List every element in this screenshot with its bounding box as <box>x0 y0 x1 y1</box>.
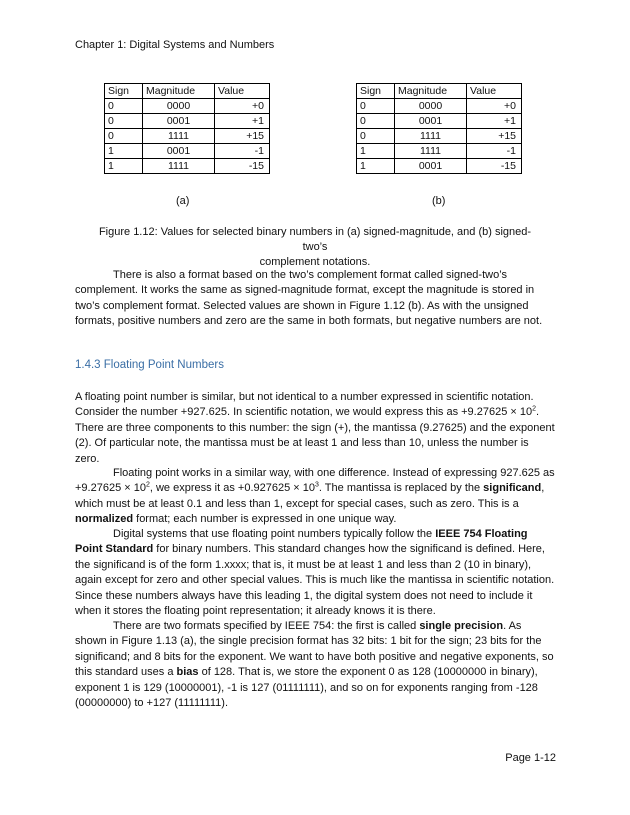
caption-line-2: complement notations. <box>259 256 371 268</box>
table-row <box>357 129 522 144</box>
table-signed-twos-complement <box>356 83 522 174</box>
cell-magnitude: 0001 <box>395 159 467 174</box>
paragraph-single-precision: There are two formats specified by IEEE 754: the first is called single precision. As shown in Figure 1.13 (a), the single precision format has 32 bits: 1 bit for the sign; 23 bits for the significand; and 8 bits for the exponent. We want to have both positive and negative exponents, so this standard uses a bias of 128. That is, we store the exponent 0 as 128 (10000000 in binary), exponent 1 is 129 (10000001), -1 is 127 (01111111), and so on for exponents ranging from -128 (00000000) to +127 (11111111). <box>75 620 554 710</box>
table-header-row <box>357 84 522 99</box>
paragraph-ieee-754: Digital systems that use floating point numbers typically follow the IEEE 754 Floating Point Standard for binary numbers. This standard changes how the significand is defined. Here, the significand is of the form 1.xxxx; that is, it must be at least 1 and less than 2 (10 in binary), again except for zero and other special values. This is much like the mantissa in scientific notation. Since these numbers always have this leading 1, the digital system does not need to include it when it stores the floating point representation; it already knows it is there. <box>75 528 555 618</box>
cell-sign: 1 <box>357 159 395 174</box>
term-normalized: normalized <box>75 513 134 526</box>
cell-value: -15 <box>215 159 270 174</box>
cell-magnitude: 1111 <box>395 129 467 144</box>
header-value: Value <box>215 84 270 99</box>
cell-sign: 1 <box>105 144 143 159</box>
table-row <box>357 114 522 129</box>
cell-sign: 0 <box>105 129 143 144</box>
table-row <box>105 99 270 114</box>
cell-magnitude: 0000 <box>143 99 215 114</box>
chapter-header: Chapter 1: Digital Systems and Numbers <box>75 39 275 51</box>
cell-sign: 1 <box>105 159 143 174</box>
term-single-precision: single precision <box>419 620 504 632</box>
table-row <box>105 129 270 144</box>
cell-magnitude: 0001 <box>395 114 467 129</box>
header-sign: Sign <box>105 84 143 99</box>
cell-value: +15 <box>215 129 270 144</box>
section-heading: 1.4.3 Floating Point Numbers <box>75 359 224 371</box>
figure-caption <box>90 225 540 270</box>
cell-magnitude: 0000 <box>395 99 467 114</box>
cell-value: -1 <box>215 144 270 159</box>
table-header-row <box>105 84 270 99</box>
cell-value: +0 <box>215 99 270 114</box>
cell-sign: 0 <box>357 114 395 129</box>
table-row <box>105 114 270 129</box>
table-row <box>357 144 522 159</box>
subfigure-label-b: (b) <box>432 195 446 207</box>
cell-value: +15 <box>467 129 522 144</box>
table-row <box>357 159 522 174</box>
cell-sign: 0 <box>105 99 143 114</box>
paragraph-floating-normalized: Floating point works in a similar way, with one difference. Instead of expressing 927.625 as $+9.27625 \times 10^2$, we express it as $+0.927625 \times 10^3$. The mantissa is replaced by the significand, which must be at least 0.1 and less than 1, except for special cases, such as zero. This is a normalized format; each number is expressed in one unique way. <box>75 467 555 526</box>
header-magnitude: Magnitude <box>143 84 215 99</box>
cell-sign: 1 <box>357 144 395 159</box>
exponent: 2 <box>532 405 536 413</box>
header-magnitude: Magnitude <box>395 84 467 99</box>
cell-value: +1 <box>215 114 270 129</box>
cell-sign: 0 <box>105 114 143 129</box>
term-ieee-754: IEEE 754 Floating Point Standard <box>75 528 528 556</box>
exponent: 3 <box>314 481 319 489</box>
page-number: Page 1-12 <box>505 752 556 764</box>
subfigure-label-a: (a) <box>176 195 190 207</box>
cell-value: +1 <box>467 114 522 129</box>
term-significand: significand <box>483 482 542 495</box>
term-bias: bias <box>176 666 199 679</box>
cell-magnitude: 1111 <box>395 144 467 159</box>
table-row <box>105 159 270 174</box>
cell-magnitude: 0001 <box>143 144 215 159</box>
table-row <box>357 99 522 114</box>
table-signed-magnitude <box>104 83 270 174</box>
cell-value: -1 <box>467 144 522 159</box>
cell-sign: 0 <box>357 99 395 114</box>
paragraph-signed-twos-complement: There is also a format based on the two’s complement format called signed-two’s complement. It works the same as signed-magnitude format, except the magnitude is stored in two’s complement format. Selected values are shown in Figure 1.12 (b). As with the unsigned formats, positive numbers and zero are the same in both formats, but negative numbers are not. <box>75 269 543 328</box>
exponent: 2 <box>145 481 150 489</box>
cell-magnitude: 1111 <box>143 129 215 144</box>
header-value: Value <box>467 84 522 99</box>
cell-magnitude: 1111 <box>143 159 215 174</box>
table-row <box>105 144 270 159</box>
paragraph-floating-intro: A floating point number is similar, but not identical to a number expressed in scientific notation. Consider the number +927.625. In scientific notation, we would express this as $+9.27625 \times 10^2$. There are three components to this number: the sign (+), the mantissa (9.27625) and the exponent (2). Of particular note, the mantissa must be at least 1 and less than 10, unless the number is zero. <box>75 391 555 465</box>
caption-line-1: Figure 1.12: Values for selected binary numbers in (a) signed-magnitude, and (b) signed-two’s <box>98 226 532 253</box>
cell-value: -15 <box>467 159 522 174</box>
cell-magnitude: 0001 <box>143 114 215 129</box>
cell-sign: 0 <box>357 129 395 144</box>
cell-value: +0 <box>467 99 522 114</box>
header-sign: Sign <box>357 84 395 99</box>
